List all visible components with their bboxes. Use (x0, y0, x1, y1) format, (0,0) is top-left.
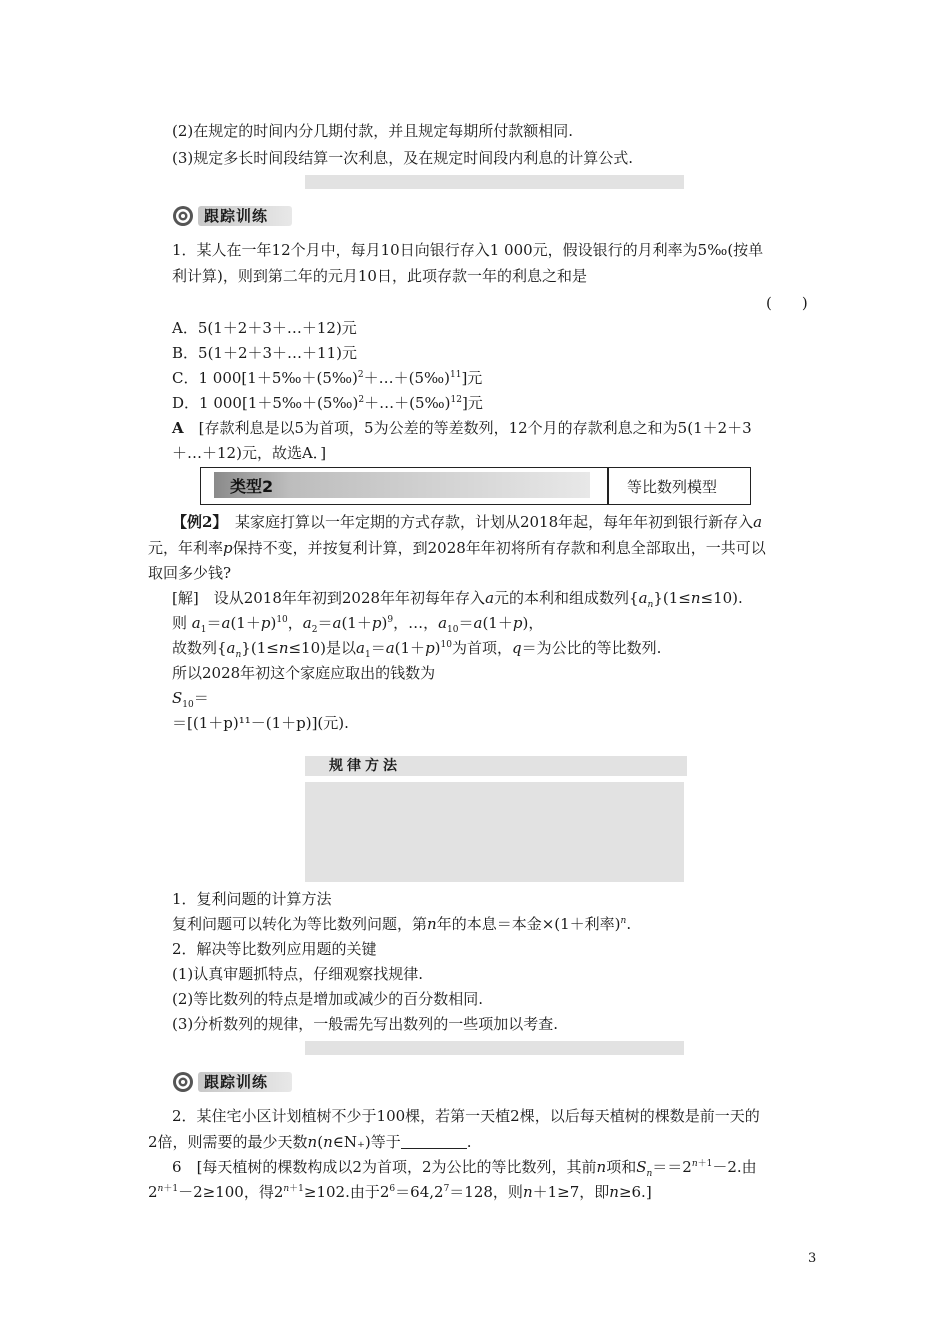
type-box-divider (607, 468, 609, 504)
tracking-header (172, 204, 292, 230)
target-icon (172, 205, 194, 227)
ex2-solution-6: ＝[(1＋p)¹¹－(1＋p)](元). (172, 714, 349, 732)
q1-line-1: 1．某人在一年12个月中，每月10日向银行存入1 000元，假设银行的月利率为5‰(按单 (172, 241, 764, 259)
q2-line-2: 2倍，则需要的最少天数n(n∈N₊)等于 . (148, 1133, 472, 1151)
q2-line-1: 2．某住宅小区计划植树不少于100棵，若第一天植2棵，以后每天植树的棵数是前一天的 (172, 1107, 760, 1125)
q2-answer-line-1: 6 [每天植树的棵数构成以2为首项，2为公比的等比数列，其前n项和$S_n==2^{n+1}-2$.由 (172, 1158, 757, 1179)
q1-option-b: B．5(1＋2＋3＋…＋11)元 (172, 344, 357, 362)
ex2-solution-3: 故数列$\{a_n\}(1\le n\le 10)$是以$a_1=a(1+p)^{10}$为首项，q＝为公比的等比数列. (172, 639, 662, 660)
method-placeholder-box (305, 782, 684, 882)
method-2-item-1: (1)认真审题抓特点，仔细观察找规律. (172, 965, 424, 983)
q1-answer-line-1: A [存款利息是以5为首项，5为公差的等差数列，12个月的存款利息之和为5(1＋2＋3 (172, 419, 752, 437)
ex2-line-3: 取回多少钱? (148, 564, 232, 582)
answer-blank (401, 1134, 467, 1149)
target-icon (172, 1071, 194, 1093)
separator-bar-2 (305, 1041, 684, 1055)
page-number: 3 (808, 1251, 817, 1266)
q1-option-d: D．1 000[1＋5‰＋(5‰)$^2$＋…＋(5‰)$^{12}$]元 (172, 394, 483, 412)
ex2-solution-5: $S_{10}=$ (172, 689, 209, 710)
ex2-solution-1: [解] 设从2018年年初到2028年年初每年存入a元的本利和组成数列$\{a_n\}(1\le n\le 10)$. (172, 589, 743, 610)
method-1-title: 1．复利问题的计算方法 (172, 890, 332, 908)
q2-answer-line-2: $2^{n+1}-2\ge 100$，得$2^{n+1}\ge 102$.由于$2^6=64,2^7=128$，则n＋1≥7，即n≥6.] (148, 1183, 652, 1201)
q1-answer-paren: ( ) (766, 294, 808, 312)
q1-option-a: A．5(1＋2＋3＋…＋12)元 (172, 319, 357, 337)
ex2-line-2: 元，年利率p保持不变，并按复利计算，到2028年年初将所有存款和利息全部取出，一共可以 (148, 539, 766, 557)
q1-line-2: 利计算)，则到第二年的元月10日，此项存款一年的利息之和是 (172, 267, 587, 285)
method-2-item-3: (3)分析数列的规律，一般需先写出数列的一些项加以考查. (172, 1015, 559, 1033)
ex2-line-1: 【例2】 某家庭打算以一年定期的方式存款，计划从2018年起，每年年初到银行新存入a (172, 513, 763, 531)
tracking-label-2: 跟踪训练 (198, 1072, 292, 1092)
intro-line-3: (3)规定多长时间段结算一次利息，及在规定时间段内利息的计算公式. (172, 149, 634, 167)
q1-answer-line-2: ＋…＋12)元，故选A．] (172, 444, 327, 462)
type-2-name: 等比数列模型 (627, 478, 718, 496)
ex2-solution-2: 则 $a_1=a(1+p)^{10}$，$a_2=a(1+p)^9$，…，$a_{10}=a(1+p)$， (172, 614, 544, 635)
tracking-header-2 (172, 1070, 292, 1096)
ex2-solution-4: 所以2028年初这个家庭应取出的钱数为 (172, 664, 436, 682)
q1-option-c: C．1 000[1＋5‰＋(5‰)$^2$＋…＋(5‰)$^{11}$]元 (172, 369, 483, 387)
law-method-header: 规律方法 (305, 756, 687, 776)
method-2-title: 2．解决等比数列应用题的关键 (172, 940, 377, 958)
type-2-badge: 类型2 (214, 472, 590, 498)
type-2-header-box (200, 467, 751, 505)
tracking-label: 跟踪训练 (198, 206, 292, 226)
method-2-item-2: (2)等比数列的特点是增加或减少的百分数相同. (172, 990, 484, 1008)
separator-bar (305, 175, 684, 189)
method-1-text: 复利问题可以转化为等比数列问题，第n年的本息＝本金×(1＋利率)$^n$. (172, 915, 632, 933)
q1-answer-letter: A (172, 419, 184, 437)
intro-line-2: (2)在规定的时间内分几期付款，并且规定每期所付款额相同. (172, 122, 574, 140)
